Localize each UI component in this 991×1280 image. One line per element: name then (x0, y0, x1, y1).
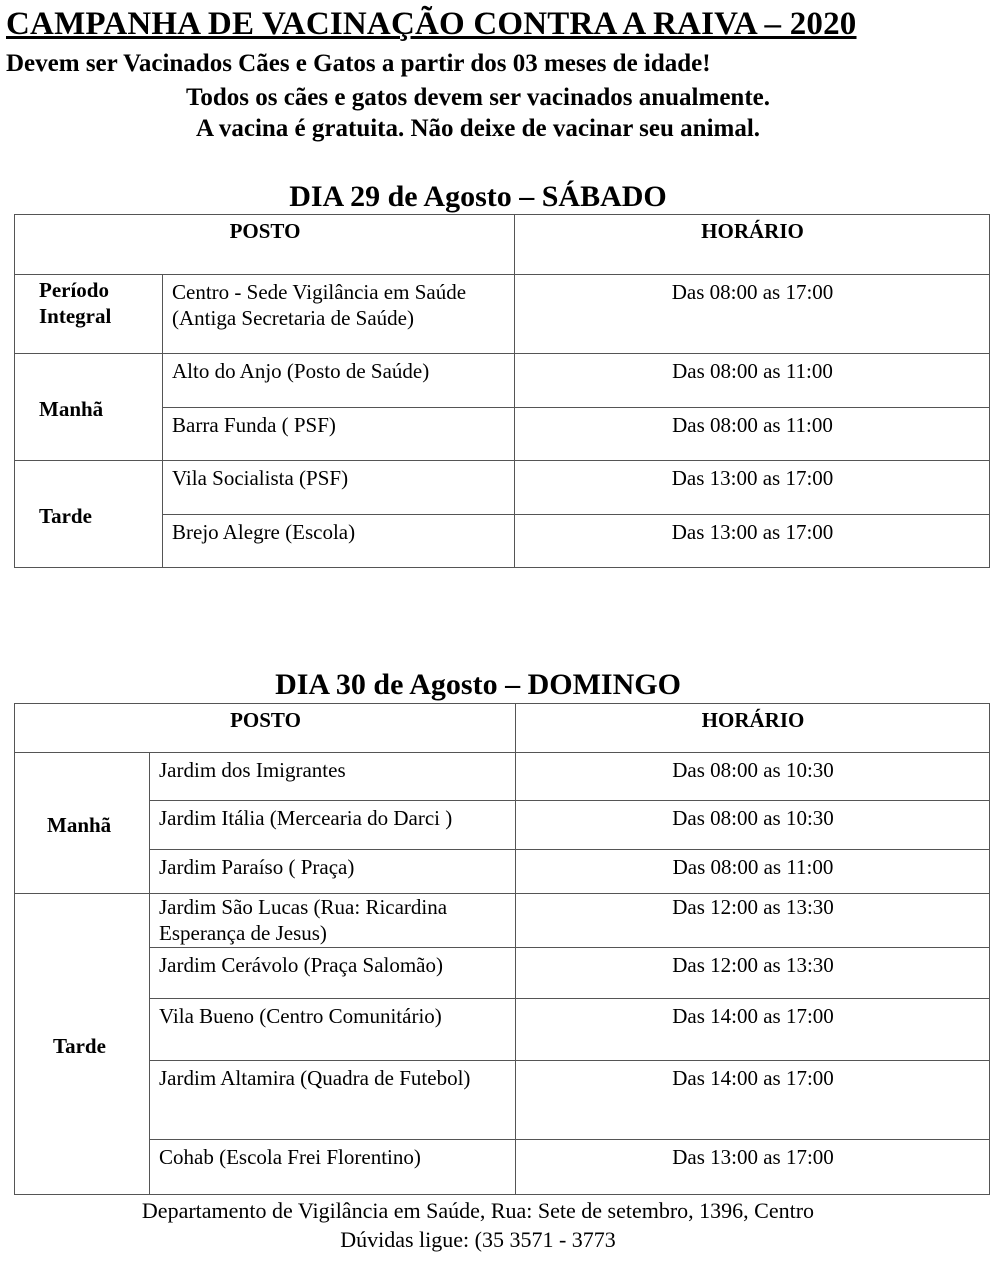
horario-cell: Das 13:00 as 17:00 (516, 1140, 990, 1195)
table-row (15, 461, 990, 515)
horario-cell: Das 13:00 as 17:00 (515, 461, 990, 515)
day2-heading: DIA 30 de Agosto – DOMINGO (275, 668, 681, 701)
posto-cell: Vila Socialista (PSF) (163, 461, 515, 515)
horario-cell: Das 08:00 as 11:00 (516, 850, 990, 894)
day1-schedule-table (14, 214, 990, 568)
horario-header: HORÁRIO (516, 704, 990, 753)
period-label: Tarde (15, 894, 150, 1195)
posto-cell: Brejo Alegre (Escola) (163, 515, 515, 568)
table-row (15, 275, 990, 354)
footer-address: Departamento de Vigilância em Saúde, Rua: Sete de setembro, 1396, Centro (141, 1198, 815, 1223)
table-row (15, 948, 990, 999)
posto-cell: Jardim dos Imigrantes (150, 753, 516, 801)
table-header-row (15, 215, 990, 275)
period-label: Período Integral (15, 275, 163, 354)
table-row (15, 1140, 990, 1195)
period-label: Manhã (15, 354, 163, 461)
posto-cell: Jardim Itália (Mercearia do Darci ) (150, 801, 516, 850)
posto-header: POSTO (15, 215, 515, 275)
period-label: Tarde (15, 461, 163, 568)
posto-cell: Centro - Sede Vigilância em Saúde (Antiga Secretaria de Saúde) (163, 275, 515, 354)
posto-cell: Jardim Cerávolo (Praça Salomão) (150, 948, 516, 999)
posto-cell: Alto do Anjo (Posto de Saúde) (163, 354, 515, 408)
table-row (15, 999, 990, 1061)
horario-cell: Das 14:00 as 17:00 (516, 1061, 990, 1140)
posto-cell: Jardim Paraíso ( Praça) (150, 850, 516, 894)
table-header-row (15, 704, 990, 753)
horario-cell: Das 12:00 as 13:30 (516, 948, 990, 999)
day2-schedule-table (14, 703, 990, 1195)
horario-cell: Das 08:00 as 10:30 (516, 801, 990, 850)
intro-free-notice: A vacina é gratuita. Não deixe de vacinar seu animal. (195, 115, 761, 142)
horario-cell: Das 13:00 as 17:00 (515, 515, 990, 568)
posto-cell: Vila Bueno (Centro Comunitário) (150, 999, 516, 1061)
horario-cell: Das 14:00 as 17:00 (516, 999, 990, 1061)
posto-cell: Cohab (Escola Frei Florentino) (150, 1140, 516, 1195)
page-title: CAMPANHA DE VACINAÇÃO CONTRA A RAIVA – 2020 (6, 6, 857, 42)
posto-header: POSTO (15, 704, 516, 753)
horario-header: HORÁRIO (515, 215, 990, 275)
table-row (15, 354, 990, 408)
horario-cell: Das 08:00 as 11:00 (515, 408, 990, 461)
posto-cell: Barra Funda ( PSF) (163, 408, 515, 461)
table-row (15, 753, 990, 801)
horario-cell: Das 08:00 as 17:00 (515, 275, 990, 354)
horario-cell: Das 08:00 as 11:00 (515, 354, 990, 408)
table-row (15, 1061, 990, 1140)
table-row (15, 894, 990, 948)
posto-cell: Jardim Altamira (Quadra de Futebol) (150, 1061, 516, 1140)
period-label: Manhã (15, 753, 150, 894)
intro-age-requirement: Devem ser Vacinados Cães e Gatos a partir dos 03 meses de idade! (6, 50, 711, 77)
table-row (15, 850, 990, 894)
horario-cell: Das 08:00 as 10:30 (516, 753, 990, 801)
intro-annual-notice: Todos os cães e gatos devem ser vacinados anualmente. (185, 84, 771, 111)
table-row (15, 801, 990, 850)
footer-phone: Dúvidas ligue: (35 3571 - 3773 (340, 1227, 616, 1252)
day1-heading: DIA 29 de Agosto – SÁBADO (289, 180, 667, 213)
posto-cell: Jardim São Lucas (Rua: Ricardina Esperança de Jesus) (150, 894, 516, 948)
horario-cell: Das 12:00 as 13:30 (516, 894, 990, 948)
